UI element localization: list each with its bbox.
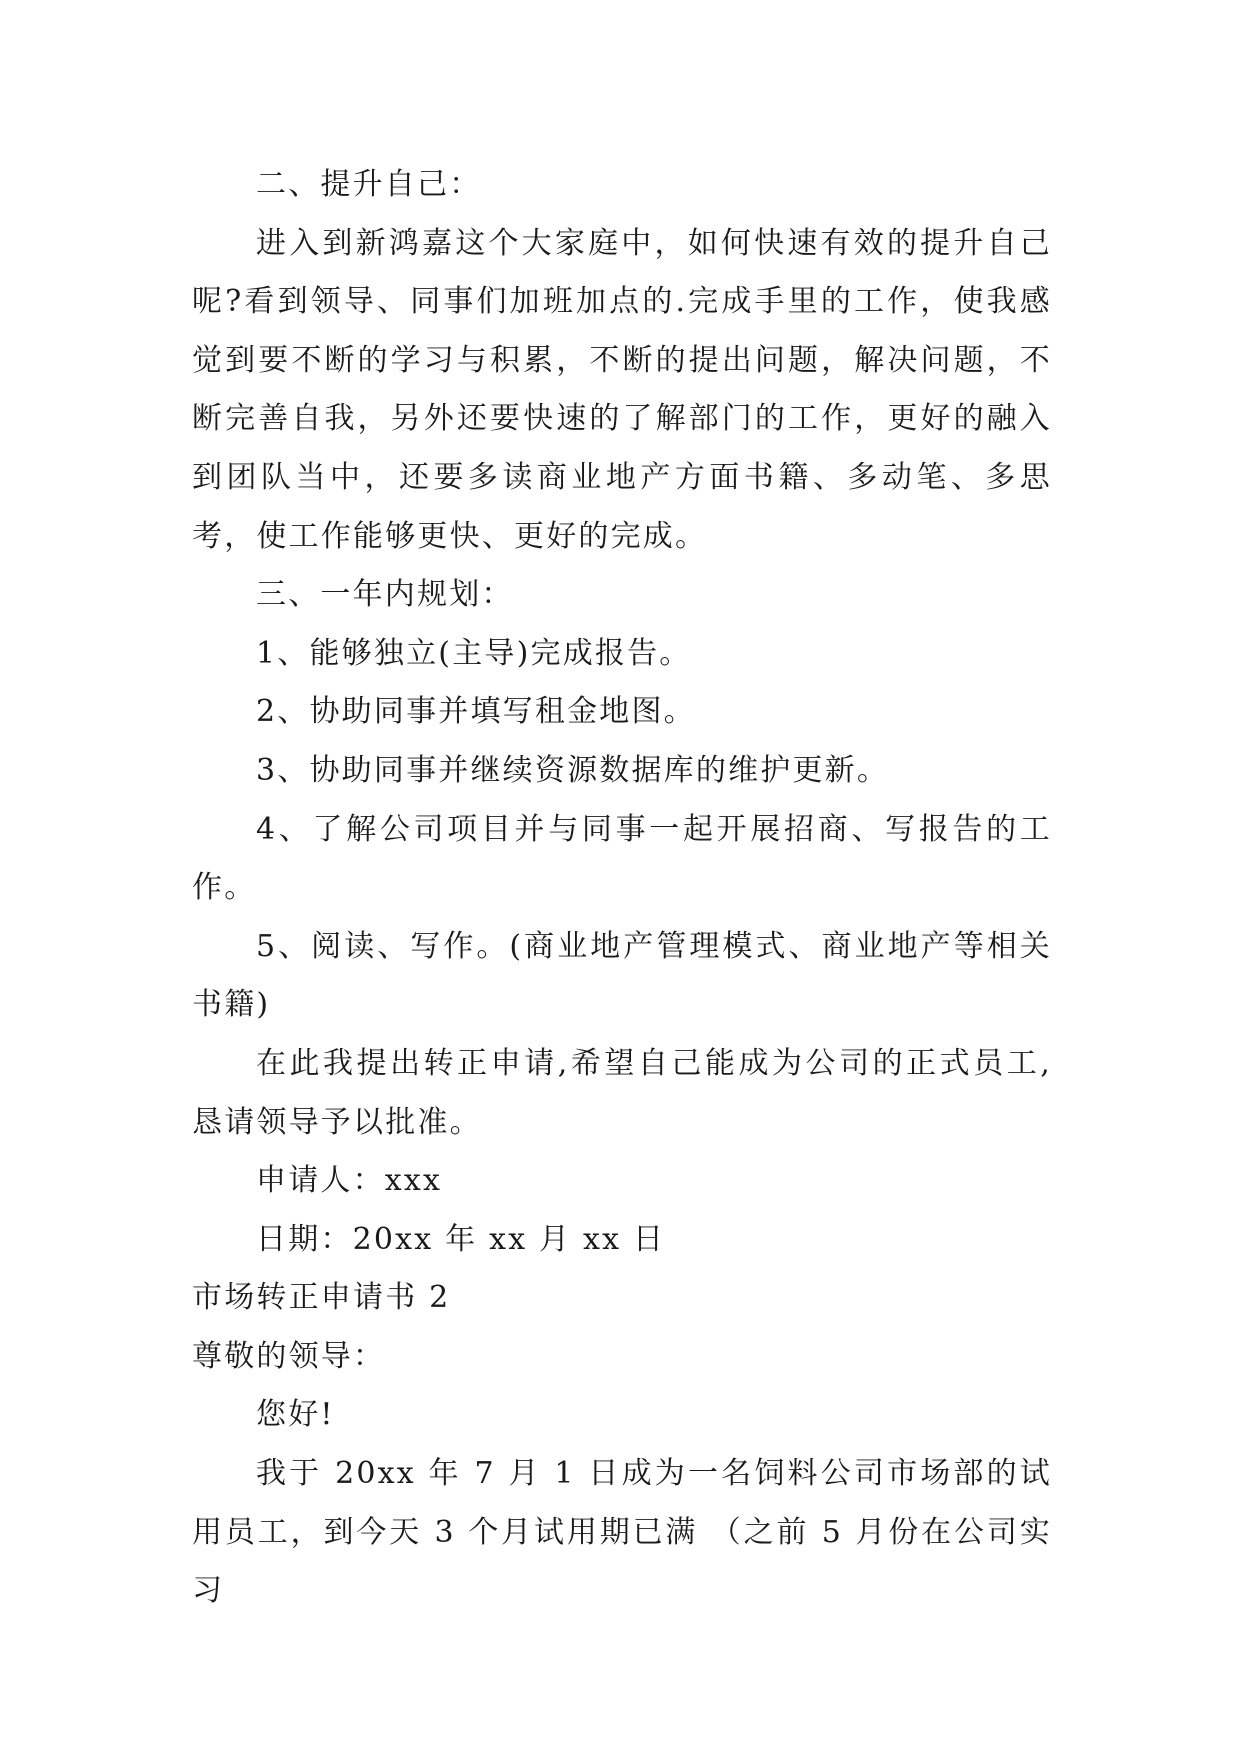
section-heading-improve-self: 二、提升自己：	[256, 167, 482, 202]
plan-item-1: 1、能够独立(主导)完成报告。	[256, 635, 692, 671]
greeting: 您好!	[256, 1397, 335, 1433]
document-body	[192, 156, 1052, 1621]
plan-item-3: 3、协助同事并继续资源数据库的维护更新。	[256, 752, 890, 788]
plan-item-5: 5、阅读、写作。(商业地产管理模式、商业地产等相关书籍)	[192, 928, 1052, 1023]
plan-item-2: 2、协助同事并填写租金地图。	[256, 694, 696, 730]
paragraph-improve-self: 进入到新鸿嘉这个大家庭中，如何快速有效的提升自己呢?看到领导、同事们加班加点的.完成手里的工作，使我感觉到要不断的学习与积累，不断的提出问题，解决问题，不断完善自我，另外还要快速的了解部门的工作，更好的融入到团队当中，还要多读商业地产方面书籍、多动笔、多思考，使工作能够更快、更好的完成。	[192, 225, 1052, 554]
paragraph-intro: 我于 20xx 年 7 月 1 日成为一名饲料公司市场部的试用员工，到今天 3 个月试用期已满 （之前 5 月份在公司实习	[192, 1456, 1052, 1609]
date-line: 日期：20xx 年 xx 月 xx 日	[256, 1221, 666, 1257]
plan-item-4: 4、了解公司项目并与同事一起开展招商、写报告的工作。	[192, 811, 1052, 906]
paragraph-request: 在此我提出转正申请,希望自己能成为公司的正式员工,恳请领导予以批准。	[192, 1045, 1052, 1140]
applicant-line: 申请人：xxx	[256, 1163, 443, 1199]
section-heading-annual-plan: 三、一年内规划：	[256, 577, 514, 613]
document-title-2: 市场转正申请书 2	[192, 1280, 451, 1316]
salutation: 尊敬的领导：	[192, 1338, 386, 1374]
